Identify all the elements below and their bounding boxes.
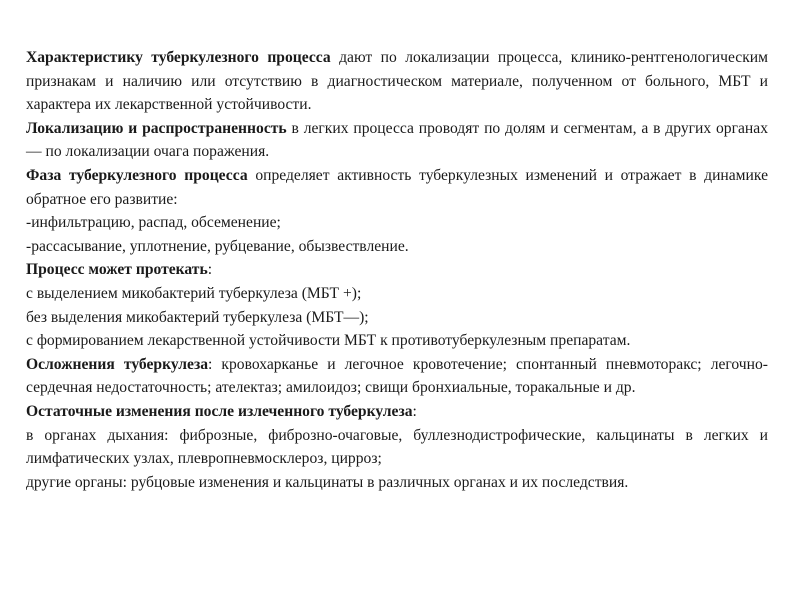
term-characteristics: Характеристику туберкулезного процесса [26,49,331,66]
term-localization: Локализацию и распространенность [26,119,287,137]
document-body [26,46,768,494]
residual-item-2: другие органы: рубцовые изменения и кальцинаты в различных органах и их последствия. [26,473,629,491]
term-residual-changes: Остаточные изменения после излеченного туберкулеза [26,402,413,420]
text-residual-changes: : [412,402,417,420]
paragraph-complications [26,353,768,400]
residual-item-1: в органах дыхания: фиброзные, фиброзно-очаговые, буллезнодистрофические, кальцинаты в легких и лимфатических узлах, плевропневмосклероз, цирроз; [26,426,768,468]
course-item-2: без выделения микобактерий туберкулеза (МБТ—); [26,308,369,326]
term-process-course: Процесс может протекать [26,261,208,279]
paragraph-characteristics [26,46,768,117]
term-complications: Осложнения туберкулеза [26,355,209,373]
paragraph-residual-changes [26,400,768,424]
term-phase: Фаза туберкулезного процесса [26,166,248,184]
phase-item-2: -рассасывание, уплотнение, рубцевание, обызвествление. [26,237,409,255]
text-complications: : кровохарканье и легочное кровотечение; спонтанный пневмоторакс; легочно-сердечная недостаточность; ателектаз; амилоидоз; свищи бронхиальные, торакальные и др. [26,355,768,397]
course-item-3: с формированием лекарственной устойчивости МБТ к противотуберкулезным препаратам. [26,332,631,350]
phase-item-1: -инфильтрацию, распад, обсеменение; [26,214,281,232]
text-phase: определяет активность туберкулезных изменений и отражает в динамике обратное его развитие: [26,166,768,208]
paragraph-phase [26,164,768,211]
text-localization: в легких процесса проводят по долям и сегментам, а в других органах — по локализации очага поражения. [26,119,768,161]
paragraph-localization [26,117,768,164]
text-characteristics: дают по локализации процесса, клинико-рентгенологическим признакам и наличию или отсутствию в диагностическом материале, полученном от больного, МБТ и характера их лекарственной устойчивости. [26,49,768,114]
course-item-1: с выделением микобактерий туберкулеза (МБТ +); [26,284,362,302]
text-process-course: : [207,261,213,279]
paragraph-process-course [26,258,768,282]
